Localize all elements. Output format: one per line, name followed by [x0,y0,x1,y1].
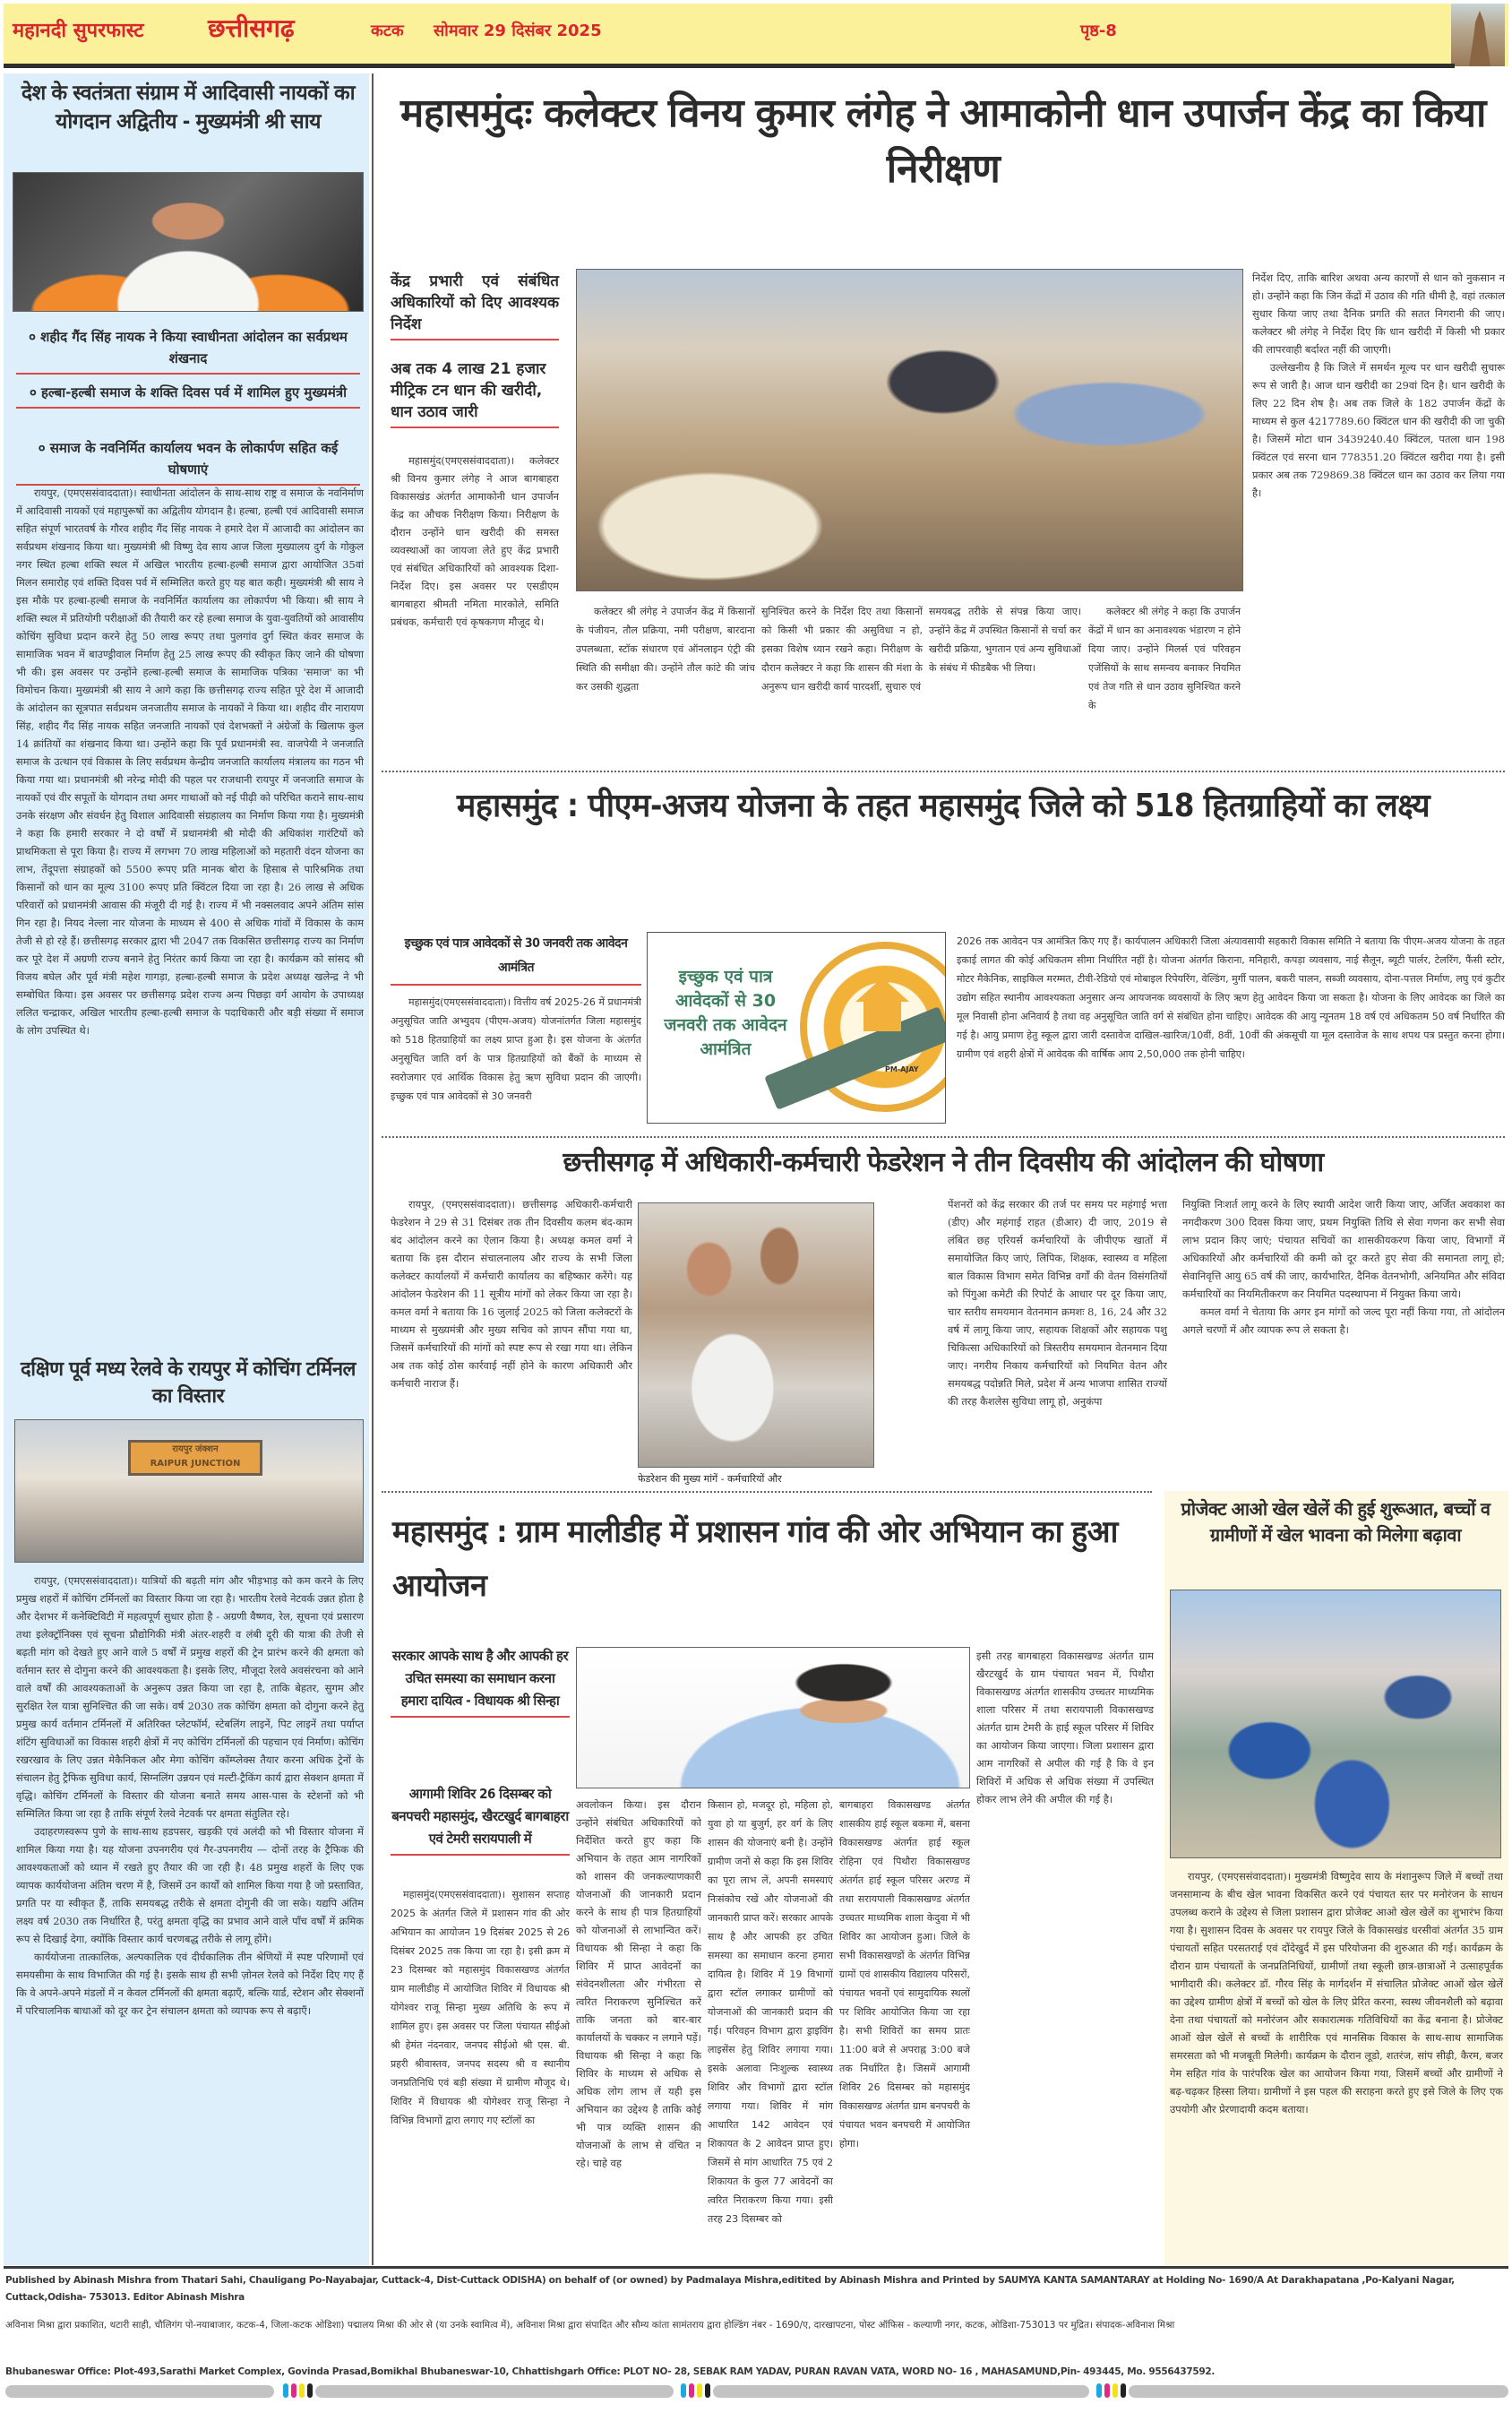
masthead-rule [4,64,1455,68]
pm-ajay-graphic-text: इच्छुक एवं पात्र आवेदकों से 30 जनवरी तक आवेदन आमंत्रित [664,967,787,1059]
paddy-centre-photo [576,269,1243,591]
story4-paragraph: इसी तरह बागबाहरा विकासखण्ड अंतर्गत ग्राम खैरटखुर्द के ग्राम पंचायत भवन में, पिथौरा विकासखण्ड अंतर्गत शासकीय उच्चतर माध्यमिक शाला परिसर में तथा सरायपाली विकासखण्ड अंतर्गत ग्राम टेमरी के हाई स्कूल परिसर में शिविर का आयोजन किया जाएगा। जिला प्रशासन द्वारा आम नागरिकों से अपील की गई है कि वे इन शिविरों में अधिक से अधिक संख्या में उपस्थित होकर लाभ लेने की अपील की गई है। [976,1650,1154,1805]
station-sign-hindi: रायपुर जंक्शन [172,1444,219,1454]
story4-headline: महासमुंद : ग्राम मालीडीह में प्रशासन गांव की ओर अभियान का हुआ आयोजन [392,1514,1118,1604]
story2-paragraph: महासमुंद(एमएससंवाददाता)। वित्तीय वर्ष 2025-26 में प्रधानमंत्री अनुसूचित जाति अभ्युदय (पीएम-अजय) योजनांतर्गत जिला महासमुंद को 518 हितग्राहियों का लक्ष्य प्राप्त हुआ है। इस योजना के अंतर्गत अनुसूचित जाति वर्ग के पात्र हितग्राहियों को बैंकों के माध्यम से स्वरोजगार एवं आर्थिक विकास हेतु ऋण सुविधा प्रदान की जाएगी। इच्छुक एवं पात्र आवेदकों से 30 जनवरी [391,996,641,1102]
khel-story-panel [1164,1491,1508,2265]
story1-paragraph: सुनिश्चित करने के निर्देश दिए तथा किसानों को किसी भी प्रकार की असुविधा न हो, इसका विशेष ध्यान रखने कहा। निरीक्षण के दौरान कलेक्टर ने कहा कि शासन की मंशा के अनुरूप धान खरीदी कार्य पारदर्शी, सुचारु एवं [761,606,923,693]
station-sign-english: RAIPUR JUNCTION [150,1459,241,1469]
paper-name: महानदी सुपरफास्ट [13,20,144,42]
edition-city: कटक [371,22,404,40]
story2-headline: महासमुंद : पीएम-अजय योजना के तहत महासमुंद जिले को 518 हितग्राहियों का लक्ष्य [456,788,1430,824]
story4-column [976,1647,1154,2265]
story4-kicker: सरकार आपके साथ है और आपकी हर उचित समस्या का समाधान करना हमारा दायित्व - विधायक श्री सिन्हा [391,1645,570,1718]
masthead [4,4,1508,66]
rail-story-paragraph: कार्ययोजना तात्कालिक, अल्पकालिक एवं दीर्घकालिक तीन श्रेणियों में स्पष्ट परिणामों एवं समयसीमा के साथ विभाजित की गई है। इसके साथ ही सभी ज़ोनल रेलवे को निर्देश दिए गए हैं कि वे अपने-अपने मंडलों में न केवल टर्मिनलों की क्षमता बढ़ाएँ, बल्कि यार्ड, स्टेशन और सेक्शनों में परिचालनिक बाधाओं को दूर कर ट्रेन संचालन क्षमता को व्यापक रूप से बढ़ाएँ। [16,1951,364,2017]
magenta-mark-icon [1104,2383,1110,2398]
story1-paragraph: कलेक्टर श्री लंगेह ने कहा कि उपार्जन केंद्रों में धान का अनावश्यक भंडारण न होने दिया जाए। उन्होंने मिलर्स एवं परिवहन एजेंसियों के साथ समन्वय बनाकर नियमित एवं तेज गति से धान उठाव सुनिश्चित करने के [1088,606,1241,711]
rail-story-body [16,1572,364,2333]
section-divider [382,1491,1152,1493]
story4-paragraph: बागबाहरा विकासखण्ड अंतर्गत शासकीय हाई स्कूल बकमा में, बसना विकासखण्ड अंतर्गत हाई स्कूल रोहिना एवं पिथौरा विकासखण्ड अंतर्गत हाई स्कूल परिसर अरण्ड में तथा सरायपाली विकासखण्ड अंतर्गत उच्चतर माध्यमिक शाला केदुवा में भी शिविर का आयोजन हुआ। जिले के सभी विकासखण्डों के अंतर्गत विभिन्न ग्रामों एवं शासकीय विद्यालय परिसरों, पंचायत भवनों एवं सामुदायिक स्थलों पर शिविर आयोजित किया जा रहा है। सभी शिविरों का समय प्रातः 11:00 बजे से अपराह्न 3:00 बजे तक निर्धारित है। जिसमें आगामी शिविर 26 दिसम्बर को महासमुंद विकासखण्ड अंतर्गत ग्राम बनपचरी के पंचायत भवन बनपचरी में आयोजित होगा। [839,1799,970,2150]
left-story-bullet: ० समाज के नवनिर्मित कार्यालय भवन के लोकार्पण सहित कई घोषणाएं [16,437,360,486]
section-divider [382,1136,1505,1138]
color-registration-marks [283,2383,313,2398]
story4-paragraph: किसान हो, मजदूर हो, महिला हो, युवा हो या बुजुर्ग, हर वर्ग के लिए शासन की योजनाएं बनी है। उन्होंने ग्रामीण जनों से कहा कि इस शिविर का पूरा लाभ लें, अपनी समस्याएं निःसंकोच रखें और योजनाओं की जानकारी प्राप्त करें। सरकार आपके साथ है और आपकी हर उचित समस्या का समाधान करना हमारा दायित्व है। शिविर में 19 विभागों द्वारा स्टॉल लगाकर ग्रामीणों को योजनाओं की जानकारी प्रदान की गई। परिवहन विभाग द्वारा ड्राइविंग लाइसेंस हेतु शिविर लगाया गया। इसके अलावा निःशुल्क स्वास्थ्य शिविर और विभागों द्वारा स्टॉल लगाया गया। शिविर में मांग आधारित 142 आवेदन एवं शिकायत के 2 आवेदन प्राप्त हुए। जिसमें से मांग आधारित 75 एवं 2 शिकायत के कुल 77 आवेदनों का त्वरित निराकरण किया गया। इसी तरह 23 दिसम्बर को [708,1799,833,2225]
imprint-english: Published by Abinash Mishra from Thatari Sahi, Chauligang Po-Nayabajar, Cuttack-4, Dist-Cuttack ODISHA) on behalf of (or owned) by Padmalaya Mishra,editited by Abinash Mishra and Printed by SAUMYA KANTA SAMANTARAY at Holding No- 1690/A At Darakhapatana ,Po-Kalyani Nagar, Cuttack,Odisha- 753013. Editor Abinash Mishra [5,2275,1455,2303]
office-addresses: Bhubaneswar Office: Plot-493,Sarathi Market Complex, Govinda Prasad,Bomikhal Bhubaneswar-10, Chhattishgarh Office: PLOT NO- 28, SEBAK RAM YADAV, PURAN RAVAN VATA, WORD NO- 16 , MAHASAMUND,Pin- 493445, Mo. 9556437592. [5,2366,1216,2377]
temple-image [1451,4,1505,66]
black-mark-icon [1121,2383,1126,2398]
federation-photo-caption: फेडरेशन की मुख्य मांगें - कर्मचारियों और [638,1473,782,1485]
story1-paragraph: समयबद्ध तरीके से संपन्न किया जाए। उन्होंने केंद्र में उपस्थित किसानों से चर्चा कर खरीदी प्रक्रिया, भुगतान एवं अन्य सुविधाओं के संबंध में फीडबैक भी लिया। [929,606,1081,674]
registration-bar [1129,2385,1508,2398]
story1-column [1252,269,1505,771]
story1-kicker-2: अब तक 4 लाख 21 हजार मीट्रिक टन धान की खरीदी, धान उठाव जारी [391,358,559,428]
cyan-mark-icon [681,2383,686,2398]
story4-kicker-2: आगामी शिविर 26 दिसम्बर को बनपचरी महासमुंद, खैरटखुर्द बागबाहरा एवं टेमरी सरायपाली में [391,1783,570,1856]
story1-column [391,452,559,756]
pm-ajay-graphic [647,932,946,1124]
station-sign [128,1440,262,1476]
story4-paragraph: अवलोकन किया। इस दौरान उन्होंने संबंधित अधिकारियों को निर्देशित करते हुए कहा कि अभियान के तहत आम नागरिकों को शासन की जनकल्याणकारी योजनाओं की जानकारी प्रदान करने के साथ ही पात्र हितग्राहियों को योजनाओं से लाभान्वित करें। विधायक श्री सिन्हा ने कहा कि शिविर में प्राप्त आवेदनों का संवेदनशीलता और गंभीरता से त्वरित निराकरण सुनिश्चित करें ताकि जनता को बार-बार कार्यालयों के चक्कर न लगाने पड़ें। विधायक श्री सिन्हा ने कहा कि शिविर के माध्यम से अधिक से अधिक लोग लाभ लें यही इस अभियान का उद्देश्य है ताकि कोई भी पात्र व्यक्ति शासन की योजनाओं के लाभ से वंचित न रहे। चाहे वह [576,1798,701,2169]
story3-paragraph: पेंशनरों को केंद्र सरकार की तर्ज पर समय पर महंगाई भत्ता (डीए) और महंगाई राहत (डीआर) दी जाए, 2019 से लंबित छह एरियर्स कर्मचारियों के जीपीएफ खातों में समायोजित किए जाएं, लिपिक, शिक्षक, स्वास्थ्य व महिला बाल विकास विभाग समेत विभिन्न वर्गों की वेतन विसंगतियों को पिंगुआ कमेटी की रिपोर्ट के आधार पर दूर किया जाए, चार स्तरीय समयमान वेतनमान क्रमशः 8, 16, 24 और 32 वर्ष में लागू किया जाए, सहायक शिक्षकों और सहायक पशु चिकित्सा अधिकारियों को त्रिस्तरीय समयमान वेतनमान दिया जाए। नगरीय निकाय कर्मचारियों को नियमित वेतन और समयबद्ध पदोन्नति मिले, प्रदेश में अन्य भाजपा शासित राज्यों की तरह कैशलेस सुविधा लागू हो, अनुकंपा [948,1198,1167,1408]
children-playing-photo [1170,1590,1501,1858]
story1-column [1088,602,1241,763]
story1-column [576,602,755,763]
story1-column [929,602,1081,763]
mla-portrait-photo [576,1647,970,1788]
rail-story-paragraph: रायपुर, (एमएससंवाददाता)। यात्रियों की बढ़ती मांग और भीड़भाड़ को कम करने के लिए प्रमुख शहरों में कोचिंग टर्मिनलों का विस्तार किया जा रहा है। भारतीय रेलवे नेटवर्क उन्नत होता है और देशभर में कनेक्टिविटी में महत्वपूर्ण सुधार होता है - अग्रणी वैष्णव, रेल, सूचना एवं प्रसारण तथा इलेक्ट्रॉनिक्स एवं सूचना प्रौद्योगिकी मंत्री अंतर-शहरी व लंबी दूरी की यात्रा की तेजी से बढ़ती मांग को देखते हुए आने वाले 5 वर्षों में प्रमुख शहरों की ट्रेन प्रारंभ करने की क्षमता को वर्तमान स्तर से दोगुना करने की आवश्यकता है। इसके लिए, मौजूदा रेलवे अवसंरचना को आने वाले वर्षों की आवश्यकताओं के अनुरूप उन्नत किया जा रहा है, ताकि बेहतर, सुगम और सुरक्षित रेल यात्रा सुनिश्चित की जा सके। वर्ष 2030 तक कोचिंग क्षमता को दोगुना करने हेतु प्रमुख कार्य वर्तमान टर्मिनलों में अतिरिक्त प्लेटफॉर्म, स्टेबलिंग लाइनें, पिट लाइनें तथा पर्याप्त शंटिंग सुविधाओं का विकास शहरी क्षेत्रों में नए कोचिंग टर्मिनलों की पहचान एवं निर्माण। कोचिंग रखरखाव के लिए उन्नत मेकैनिकल और मेगा कोचिंग कॉम्प्लेक्स तैयार करना अधिक ट्रेनों के संचालन हेतु ट्रैफिक सुविधा कार्य, सिग्नलिंग उन्नयन एवं मल्टी-ट्रैकिंग कार्य द्वारा सेक्शन क्षमता में वृद्धि। कोचिंग टर्मिनलों के विस्तार की योजना बनाते समय आस-पास के स्टेशनों को भी सम्मिलित किया जा रहा है ताकि संपूर्ण रेलवे नेटवर्क पर क्षमता संतुलित रहे। [16,1574,364,1820]
rail-story-headline: दक्षिण पूर्व मध्य रेलवे के रायपुर में कोचिंग टर्मिनल का विस्तार [21,1358,356,1408]
story1-paragraph: उल्लेखनीय है कि जिले में समर्थन मूल्य पर धान खरीदी सुचारू रूप से जारी है। आज धान खरीदी का 29वां दिन है। धान खरीदी के लिए 22 दिन शेष है। अब तक जिले के 182 उपार्जन केंद्रों के माध्यम से कुल 4217789.60 क्विंटल धान की खरीदी की जा चुकी है। जिसमें मोटा धान 3439240.40 क्विंटल, पतला धान 198 क्विंटल एवं सरना धान 778351.20 क्विंटल खरीदा गया है। इसी प्रकार अब तक 729869.38 क्विंटल धान का उठाव कर लिया गया है। [1252,361,1505,499]
story2-paragraph: 2026 तक आवेदन पत्र आमंत्रित किए गए हैं। कार्यपालन अधिकारी जिला अंत्यावसायी सहकारी विकास समिति ने बताया कि पीएम-अजय योजना के तहत इकाई लागत की कोई अधिकतम सीमा निर्धारित नहीं है। योजना अंतर्गत किराना, मनिहारी, कपड़ा व्यवसाय, नाई सैलून, ब्यूटी पार्लर, टेलरिंग, फैंसी स्टोर, मोटर मैकेनिक, साइकिल मरम्मत, टीवी-रेडियो एवं मोबाइल रिपेयरिंग, वेल्डिंग, मुर्गी पालन, बकरी पालन, सब्जी व्यवसाय, दोना-पत्तल निर्माण, लघु एवं कुटीर उद्योग सहित स्थानीय आवश्यकता अनुसार अन्य आयजनक व्यवसायों के लिए ऋण हेतु आवेदन किया जा सकता है। योजना के लिए आवेदक का जिले का मूल निवासी होना अनिवार्य है तथा वह अनुसूचित जाति वर्ग से संबंधित होना चाहिए। आवेदक की आयु न्यूनतम 18 वर्ष एवं अधिकतम 50 वर्ष निर्धारित की गई है। आयु प्रमाण हेतु स्कूल द्वारा जारी दस्तावेज दाखिल-खारिज/10वीं, 8वीं, 10वीं की अंकसूची या मूल दस्तावेज के साथ शपथ पत्र प्रस्तुत करना होगा। ग्रामीण एवं शहरी क्षेत्रों में आवेदक की वार्षिक आय 2,50,000 तक होनी चाहिए। [957,935,1505,1060]
story3-paragraph: रायपुर, (एमएससंवाददाता)। छत्तीसगढ़ अधिकारी-कर्मचारी फेडरेशन ने 29 से 31 दिसंबर तक तीन दिवसीय कलम बंद-काम बंद आंदोलन करने का ऐलान किया है। अध्यक्ष कमल वर्मा ने बताया कि इस दौरान संचालनालय और राज्य के सभी जिला कलेक्टर कार्यालयों में कर्मचारी कार्यालय का बहिष्कार करेंगे। यह आंदोलन फेडरेशन की 11 सूत्रीय मांगों को लेकर किया जा रहा है। कमल वर्मा ने बताया कि 16 जुलाई 2025 को जिला कलेक्टरों के माध्यम से मुख्यमंत्री और मुख्य सचिव को ज्ञापन सौंपा गया था, जिसमें कर्मचारियों की मांगों को स्पष्ट रूप से रखा गया था। लेकिन अब तक कोई ठोस कार्रवाई नहीं होने के कारण अधिकारी और कर्मचारी नाराज हैं। [391,1198,632,1390]
page-number: पृष्ठ-8 [1080,22,1117,40]
story4-column [576,1796,701,2262]
story1-column [761,602,923,763]
story4-column [708,1796,833,2262]
imprint-hindi: अविनाश मिश्रा द्वारा प्रकाशित, थटारी साही, चौलिगंग पो-नयाबाजार, कटक-4, जिला-कटक ओडिशा) पद्मालय मिश्रा की ओर से (या उनके स्वामित्व में), अविनाश मिश्रा द्वारा संपादित और सौम्य कांता सामंतराय द्वारा होल्डिंग नंबर - 1690/ए, दारखापटना, पोस्ट ऑफिस - कल्याणी नगर, कटक, ओडिशा-753013 पर मुद्रित। संपादक-अविनाश मिश्रा [5,2320,1175,2331]
issue-date: सोमवार 29 दिसंबर 2025 [434,22,602,40]
chief-minister-photo [13,172,364,312]
yellow-mark-icon [299,2383,305,2398]
story4-paragraph: महासमुंद(एमएससंवाददाता)। सुशासन सप्ताह 2025 के अंतर्गत जिले में प्रशासन गांव की ओर अभियान का आयोजन 19 दिसंबर 2025 से 26 दिसंबर 2025 तक किया जा रहा है। इसी क्रम में 23 दिसम्बर को महासमुंद विकासखण्ड अंतर्गत ग्राम मालीडीह में आयोजित शिविर में विधायक श्री योगेश्वर राजू सिन्हा मुख्य अतिथि के रूप में शामिल हुए। इस अवसर पर जिला पंचायत सीईओ श्री हेमंत नंदनवार, जनपद सीईओ श्री एस. बी. प्रहरी श्रीवास्तव, जनपद सदस्य श्री व स्थानीय जनप्रतिनिधि एवं बड़ी संख्या में ग्रामीण मौजूद थे। शिविर में विधायक श्री योगेश्वर राजू सिन्हा ने विभिन्न विभागों द्वारा लगाए गए स्टॉलों का [391,1889,570,2126]
pm-ajay-tag: PM-AJAY [885,1065,919,1073]
story4-column [839,1796,970,2262]
footer-rule [4,2266,1508,2269]
magenta-mark-icon [291,2383,296,2398]
temple-icon [1469,11,1491,66]
left-story-bullet: ० शहीद गैंद सिंह नायक ने किया स्वाधीनता आंदोलन का सर्वप्रथम शंखनाद [16,326,360,375]
story4-column [391,1885,570,2262]
color-registration-marks [681,2383,710,2398]
khel-story-headline: प्रोजेक्ट आओ खेल खेलें की हुई शुरूआत, बच्चों व ग्रामीणों में खेल भावना को मिलेगा बढ़ावा [1181,1498,1491,1546]
story3-column [1182,1195,1505,1484]
story2-kicker: इच्छुक एवं पात्र आवेदकों से 30 जनवरी तक आवेदन आमंत्रित [391,932,641,986]
story2-column [957,932,1505,1129]
registration-bar [5,2385,274,2398]
story3-paragraph: कमल वर्मा ने चेताया कि अगर इन मांगों को जल्द पूरा नहीं किया गया, तो आंदोलन अगले चरणों में और व्यापक रूप ले सकता है। [1182,1305,1505,1336]
color-registration-marks [1096,2383,1126,2398]
story1-paragraph: कलेक्टर श्री लंगेह ने उपार्जन केंद्र में किसानों के पंजीयन, तौल प्रक्रिया, नमी परीक्षण, बारदाना उपलब्धता, स्टॉक संधारण एवं ऑनलाइन एंट्री की स्थिति की समीक्षा की। उन्होंने तौल कांटे की जांच कर उसकी शुद्धता [576,606,755,693]
left-story-paragraph: रायपुर, (एमएससंवाददाता)। स्वाधीनता आंदोलन के साथ-साथ राष्ट्र व समाज के नवनिर्माण में आदिवासी नायकों एवं महापुरूषों का अद्वितीय योगदान है। हल्बा, हल्बी एवं आदिवासी समाज सहित संपूर्ण भारतवर्ष के गौरव शहीद गैंद सिंह नायक ने हमारे देश में आजादी का आंदोलन का सर्वप्रथम शंखनाद किया था। मुख्यमंत्री श्री विष्णु देव साय आज जिला मुख्यालय दुर्ग के गोकुल नगर स्थित हल्बा शक्ति स्थल में अखिल भारतीय हल्बा-हल्बी समाज द्वारा आयोजित 35वां मिलन समारोह एवं शक्ति दिवस पर्व में सम्मिलित करते हुए यह बात कही। मुख्यमंत्री श्री साय ने इस मौके पर हल्बा-हल्बी समाज के नवनिर्मित कार्यालय का लोकार्पण भी किया। श्री साय ने शक्ति स्थल में प्रतियोगी परीक्षाओं की तैयारी कर रहे हल्बा समाज के युवा-युवतियों को आवासीय कोचिंग सुविधा प्रदान करने हेतु 50 लाख रूपए तथा पुलगांव दुर्ग स्थित कंवर समाज के सामाजिक भवन में बाउण्ड्रीवाल निर्माण हेतु 25 लाख रूपए की स्वीकृत किए जाने की घोषणा भी की। इस अवसर पर उन्होंने हल्बा-हल्बी समाज के सामाजिक पत्रिका 'समाज' का भी विमोचन किया। मुख्यमंत्री श्री साय ने आगे कहा कि छत्तीसगढ़ राज्य सहित पूरे देश में आजादी के आंदोलन का सूत्रपात सर्वप्रथम जनजातीय समाज के नायकों ने किया था। शहीद वीर नारायण सिंह, शहीद गैंद सिंह नायक सहित जनजाति नायकों एवं देशभक्तों ने अंग्रेजों के खिलाफ कुल 14 क्रांतियों का शंखनाद किया था। उन्होंने कहा कि पूर्व प्रधानमंत्री स्व. वाजपेयी ने जनजाति समाज के उत्थान एवं विकास के लिए सर्वप्रथम केन्द्रीय जनजाति कार्यालय मंत्रालय का गठन भी किया गया था। प्रधानमंत्री श्री नरेन्द्र मोदी की पहल पर राजधानी रायपुर में जनजाति समाज के नायकों एवं वीर सपूतों के योगदान तथा अमर गाथाओं को नई पीढ़ी को परिचित कराने साथ-साथ उनके संरक्षण और संवर्धन हेतु विशाल आदिवासी संग्रहालय का निर्माण किया गया है। मुख्यमंत्री ने कहा कि हमारी सरकार ने दो वर्षों में प्रधानमंत्री श्री मोदी की अधिकांश गारंटियों को प्राथमिकता से पूरा किया है। राज्य में लगभग 70 लाख महिलाओं को महतारी वंदन योजना का लाभ, तेंदूपत्ता संग्राहकों को 5500 रूपए प्रति मानक बोरा के हिसाब से पारिश्रमिक तथा किसानों को धान का मूल्य 3100 रूपए प्रति क्विंटल दिया जा रहा है। 26 लाख से अधिक परिवारों को प्रधानमंत्री आवास की मंजूरी दी गई है। राज्य में भी नक्सलवाद अपने अंतिम सांस गिन रहा है। नियद नेल्ला नार योजना के माध्यम से 400 से अधिक गांवों में विकास के काम तेजी से हो रहे हैं। छत्तीसगढ़ सरकार द्वारा भी 2047 तक विकसित छत्तीसगढ़ राज्य का निर्माण कर पूरे देश में अग्रणी राज्य बनाने हेतु निरंतर कार्य किया जा रहा है। कार्यक्रम को सांसद श्री विजय बघेल और पूर्व मंत्री महेश गागड़ा, हल्बा-हल्बी समाज के प्रदेश अध्यक्ष खलेन्द्र ने भी सम्बोधित किया। इस अवसर पर छत्तीसगढ़ प्रदेश राज्य अन्य पिछड़ा वर्ग आयोग के उपाध्यक्ष ललित चन्द्राकर, अखिल भारतीय हल्बा-हल्बी समाज के पदाधिकारी और बड़ी संख्या में समाज के लोग उपस्थित थे। [16,487,364,1037]
black-mark-icon [705,2383,710,2398]
raipur-junction-photo [14,1419,364,1563]
registration-bar [315,2385,674,2398]
left-story-body [16,484,364,1344]
story3-column [948,1195,1167,1484]
story3-column [391,1195,632,1484]
story2-column [391,993,641,1125]
story3-headline: छत्तीसगढ़ में अधिकारी-कर्मचारी फेडरेशन ने तीन दिवसीय की आंदोलन की घोषणा [563,1147,1324,1178]
story3-paragraph: नियुक्ति निःशर्त लागू करने के लिए स्थायी आदेश जारी किया जाए, अर्जित अवकाश का नगदीकरण 300 दिवस किया जाए, प्रथम नियुक्ति तिथि से सेवा गणना कर सभी सेवा लाभ प्रदान किए जाएं; पंचायत सचिवों का शासकीयकरण किया जाए, विभागों में अधिकारियों और कर्मचारियों की कमी को दूर करते हुए सेवा की समानता लागू हो; सेवानिवृत्ति आयु 65 वर्ष की जाए, कार्यभारित, दैनिक वेतनभोगी, अनियमित और संविदा कर्मचारियों का नियमितीकरण कर नियमित पदस्थापना में नियुक्त किया जाये। [1182,1198,1505,1300]
khel-story-paragraph: रायपुर, (एमएससंवाददाता)। मुख्यमंत्री विष्णुदेव साय के मंशानुरूप जिले में बच्चों तथा जनसामान्य के बीच खेल भावना विकसित करने एवं पंचायत स्तर पर मनोरंजन के साधन उपलब्ध कराने के उद्देश्य से जिला प्रशासन द्वारा प्रोजेक्ट आओ खेल खेलें का शुभारंभ किया गया है। सुशासन दिवस के अवसर पर रायपुर जिले के विकासखंड धरसीवां अंतर्गत 35 ग्राम पंचायतों सहित परसतराई एवं दोंदेखुर्द में इस परियोजना की शुरुआत की गई। कार्यक्रम के दौरान ग्राम पंचायतों के जनप्रतिनिधियों, ग्रामीणों तथा स्कूली छात्र-छात्राओं ने उत्साहपूर्वक भागीदारी की। कलेक्टर डॉ. गौरव सिंह के मार्गदर्शन में संचालित प्रोजेक्ट आओं खेल खेलें का उद्देश्य ग्रामीण क्षेत्रों में बच्चों को खेल के लिए प्रेरित करना, स्वस्थ जीवनशैली को बढ़ावा देना तथा पंचायतों को मनोरंजन और सकारात्मक गतिविधियों का केंद्र बनाना है। प्रोजेक्ट आओं खेल खेलें से बच्चों के शारीरिक एवं मानसिक विकास के साथ-साथ सामाजिक समरसता को भी मजबूती मिलेगी। कार्यक्रम के दौरान लूडो, शतरंज, सांप सीढ़ी, कैरम, बजर गेम सहित गांव के पारंपरिक खेल का आयोजन किया गया, जिसमें बच्चों और ग्रामीणों ने बढ़-चढ़कर हिस्सा लिया। ग्रामीणों ने इस पहल की सराहना करते हुए इसे जिले के लिए एक उपयोगी और प्रेरणादायी कदम बताया। [1170,1870,1503,2115]
left-story-bullet: ० हल्बा-हल्बी समाज के शक्ति दिवस पर्व में शामिल हुए मुख्यमंत्री [16,382,360,409]
yellow-mark-icon [697,2383,702,2398]
black-mark-icon [307,2383,313,2398]
story1-kicker: केंद्र प्रभारी एवं संबंधित अधिकारियों को दिए आवश्यक निर्देश [391,271,559,340]
story1-paragraph: महासमुंद(एमएससंवाददाता)। कलेक्टर श्री विनय कुमार लंगेह ने आज बागबाहरा विकासखंड अंतर्गत आमाकोनी धान उपार्जन केंद्र का औचक निरीक्षण किया। निरीक्षण के दौरान उन्होंने धान खरीदी की समस्त व्यवस्थाओं का जायजा लेते हुए केंद्र प्रभारी एवं संबंधित अधिकारियों को आवश्यक दिशा-निर्देश दिए। इस अवसर पर एसडीएम बागबाहरा श्रीमती नमिता मारकोले, समिति प्रबंधक, कर्मचारी एवं कृषकगण मौजूद थे। [391,454,559,628]
rail-story-paragraph: उदाहरणस्वरूप पुणे के साथ-साथ हडपसर, खड़की एवं अलंदी को भी विस्तार योजना में शामिल किया गया है। यह योजना उपनगरीय एवं गैर-उपनगरीय — दोनों तरह के ट्रैफिक की आवश्यकताओं को ध्यान में रखते हुए तैयार की जा रही है। 48 प्रमुख शहरों के लिए एक व्यापक कार्ययोजना अंतिम चरण में है, जिसमें उन कार्यों को शामिल किया गया है जो प्रस्तावित, प्रगति पर या स्वीकृत हैं, ताकि समयबद्ध तरीके से क्षमता दोगुनी की जा सके। यद्यपि अंतिम लक्ष्य वर्ष 2030 तक निर्धारित है, परंतु क्षमता वृद्धि का प्रभाव आने वाले पाँच वर्षों में क्रमिक रूप से दिखाई देगा, क्योंकि विस्तार कार्य चरणबद्ध तरीके से लागू होंगे। [16,1825,364,1945]
registration-bar [713,2385,1089,2398]
magenta-mark-icon [689,2383,694,2398]
story1-paragraph: निर्देश दिए, ताकि बारिश अथवा अन्य कारणों से धान को नुकसान न हो। उन्होंने कहा कि जिन केंद्रों में उठाव की गति धीमी है, वहां तत्काल सुधार किया जाए तथा दैनिक प्रगति की सतत निगरानी की जाए। कलेक्टर श्री लंगेह ने निर्देश दिए कि धान खरीदी में किसी भी प्रकार की लापरवाही बर्दाश्त नहीं की जाएगी। [1252,271,1505,356]
khel-story-body [1170,1867,1503,2262]
cyan-mark-icon [1096,2383,1102,2398]
federation-protest-photo [638,1202,874,1468]
section-title: छत्तीसगढ़ [208,13,295,43]
column-divider [372,73,374,2265]
cyan-mark-icon [283,2383,288,2398]
yellow-mark-icon [1113,2383,1118,2398]
story1-headline: महासमुंदः कलेक्टर विनय कुमार लंगेह ने आमाकोनी धान उपार्जन केंद्र का किया निरीक्षण [400,90,1486,192]
section-divider [382,771,1505,772]
left-story-headline: देश के स्वतंत्रता संग्राम में आदिवासी नायकों का योगदान अद्वितीय - मुख्यमंत्री श्री साय [21,82,356,134]
left-column-panel [4,73,369,2265]
